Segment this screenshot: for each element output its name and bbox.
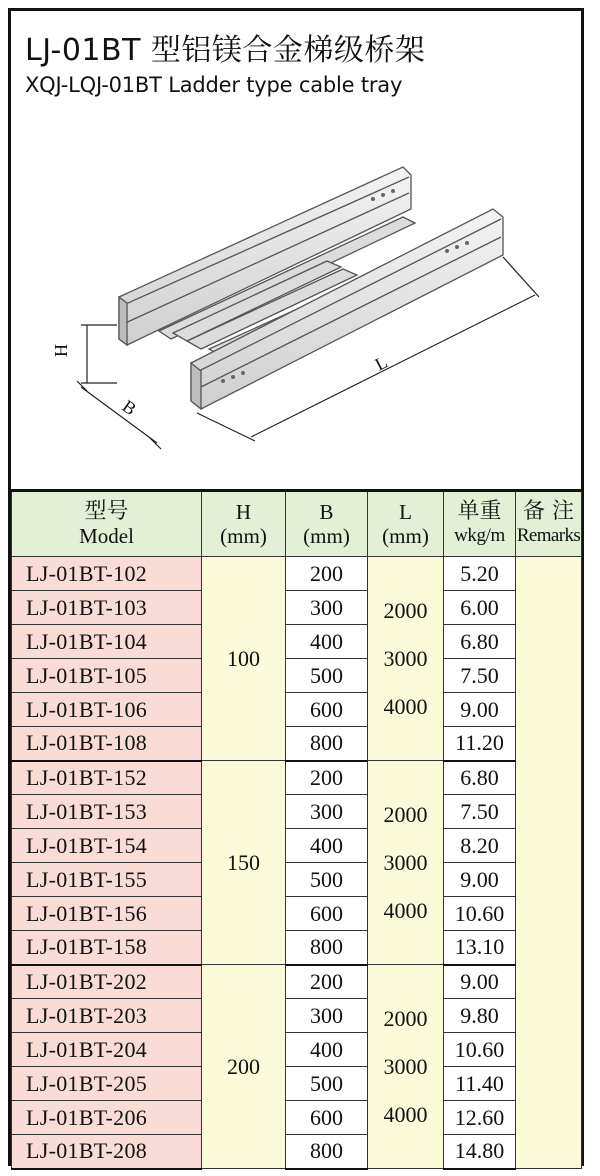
- table-header-row: [12, 491, 582, 557]
- table-row: [12, 761, 582, 795]
- header-remarks: 备 注 Remarks: [516, 491, 582, 557]
- table-row: [12, 727, 582, 761]
- cell-weight: 14.80: [444, 1135, 516, 1169]
- cell-model: LJ-01BT-203: [12, 999, 202, 1033]
- cell-b: 200: [286, 761, 368, 795]
- table-row: [12, 1101, 582, 1135]
- cell-weight: 5.20: [444, 557, 516, 591]
- ladder-tray-illustration: [119, 167, 503, 409]
- page-subtitle: XQJ-LQJ-01BT Ladder type cable tray: [25, 73, 403, 97]
- table-row: [12, 965, 582, 999]
- cell-weight: 9.00: [444, 693, 516, 727]
- length-value: 4000: [383, 1101, 428, 1127]
- cell-b: 500: [286, 863, 368, 897]
- cell-h: 150: [202, 761, 286, 965]
- spec-table: [11, 489, 582, 1170]
- cell-b: 800: [286, 1135, 368, 1169]
- cell-weight: 12.60: [444, 1101, 516, 1135]
- table-row: [12, 591, 582, 625]
- table-row: [12, 795, 582, 829]
- cell-weight: 6.80: [444, 625, 516, 659]
- cell-b: 600: [286, 1101, 368, 1135]
- cell-weight: 13.10: [444, 931, 516, 965]
- cell-model: LJ-01BT-158: [12, 931, 202, 965]
- table-row: [12, 557, 582, 591]
- table-row: [12, 1067, 582, 1101]
- table-row: [12, 693, 582, 727]
- cell-b: 300: [286, 591, 368, 625]
- cell-b: 400: [286, 1033, 368, 1067]
- cell-weight: 7.50: [444, 659, 516, 693]
- cell-b: 300: [286, 999, 368, 1033]
- header-model: 型号 Model: [12, 491, 202, 557]
- length-value: 3000: [383, 849, 428, 875]
- cell-model: LJ-01BT-104: [12, 625, 202, 659]
- table-row: [12, 931, 582, 965]
- length-value: 2000: [383, 597, 428, 623]
- cell-b: 600: [286, 897, 368, 931]
- table-row: [12, 829, 582, 863]
- length-value: 2000: [383, 801, 428, 827]
- cell-b: 800: [286, 931, 368, 965]
- cell-weight: 10.60: [444, 1033, 516, 1067]
- cell-weight: 7.50: [444, 795, 516, 829]
- cell-model: LJ-01BT-152: [12, 761, 202, 795]
- dimension-label-l: L: [371, 351, 391, 375]
- table-row: [12, 999, 582, 1033]
- length-value: 4000: [383, 693, 428, 719]
- cell-model: LJ-01BT-105: [12, 659, 202, 693]
- page-title: LJ-01BT 型铝镁合金梯级桥架: [25, 33, 426, 68]
- cell-l: [368, 557, 444, 761]
- cell-weight: 6.80: [444, 761, 516, 795]
- table-row: [12, 625, 582, 659]
- length-value: 3000: [383, 645, 428, 671]
- cell-b: 500: [286, 1067, 368, 1101]
- length-value: 3000: [383, 1053, 428, 1079]
- product-sheet: [8, 8, 584, 1166]
- cell-model: LJ-01BT-154: [12, 829, 202, 863]
- cell-weight: 6.00: [444, 591, 516, 625]
- cell-model: LJ-01BT-202: [12, 965, 202, 999]
- dimension-label-h: H: [51, 344, 71, 357]
- table-row: [12, 659, 582, 693]
- cell-model: LJ-01BT-208: [12, 1135, 202, 1169]
- cell-model: LJ-01BT-206: [12, 1101, 202, 1135]
- cell-l: [368, 761, 444, 965]
- cell-h: 100: [202, 557, 286, 761]
- cell-model: LJ-01BT-103: [12, 591, 202, 625]
- header-b: B (mm): [286, 491, 368, 557]
- cell-weight: 10.60: [444, 897, 516, 931]
- table-row: [12, 1033, 582, 1067]
- cell-h: 200: [202, 965, 286, 1169]
- cell-b: 400: [286, 829, 368, 863]
- cell-weight: 9.00: [444, 863, 516, 897]
- table-body: [12, 557, 582, 1169]
- table-row: [12, 1135, 582, 1169]
- cell-model: LJ-01BT-155: [12, 863, 202, 897]
- cell-b: 200: [286, 557, 368, 591]
- length-value: 2000: [383, 1005, 428, 1031]
- header-h: H (mm): [202, 491, 286, 557]
- cell-model: LJ-01BT-205: [12, 1067, 202, 1101]
- cell-weight: 9.80: [444, 999, 516, 1033]
- header-l: L (mm): [368, 491, 444, 557]
- cell-weight: 8.20: [444, 829, 516, 863]
- cell-remarks: [516, 557, 582, 1169]
- cell-b: 500: [286, 659, 368, 693]
- cell-model: LJ-01BT-102: [12, 557, 202, 591]
- cell-b: 200: [286, 965, 368, 999]
- cell-weight: 9.00: [444, 965, 516, 999]
- cell-b: 800: [286, 727, 368, 761]
- cable-tray-drawing: [11, 119, 581, 487]
- cell-b: 300: [286, 795, 368, 829]
- cell-b: 600: [286, 693, 368, 727]
- table-row: [12, 863, 582, 897]
- cell-b: 400: [286, 625, 368, 659]
- cell-weight: 11.40: [444, 1067, 516, 1101]
- cell-model: LJ-01BT-156: [12, 897, 202, 931]
- cell-model: LJ-01BT-153: [12, 795, 202, 829]
- cell-model: LJ-01BT-204: [12, 1033, 202, 1067]
- header-weight: 单重 wkg/m: [444, 491, 516, 557]
- table-row: [12, 897, 582, 931]
- length-value: 4000: [383, 897, 428, 923]
- cell-l: [368, 965, 444, 1169]
- cell-model: LJ-01BT-106: [12, 693, 202, 727]
- dimension-label-b: B: [118, 395, 141, 420]
- cell-weight: 11.20: [444, 727, 516, 761]
- cell-model: LJ-01BT-108: [12, 727, 202, 761]
